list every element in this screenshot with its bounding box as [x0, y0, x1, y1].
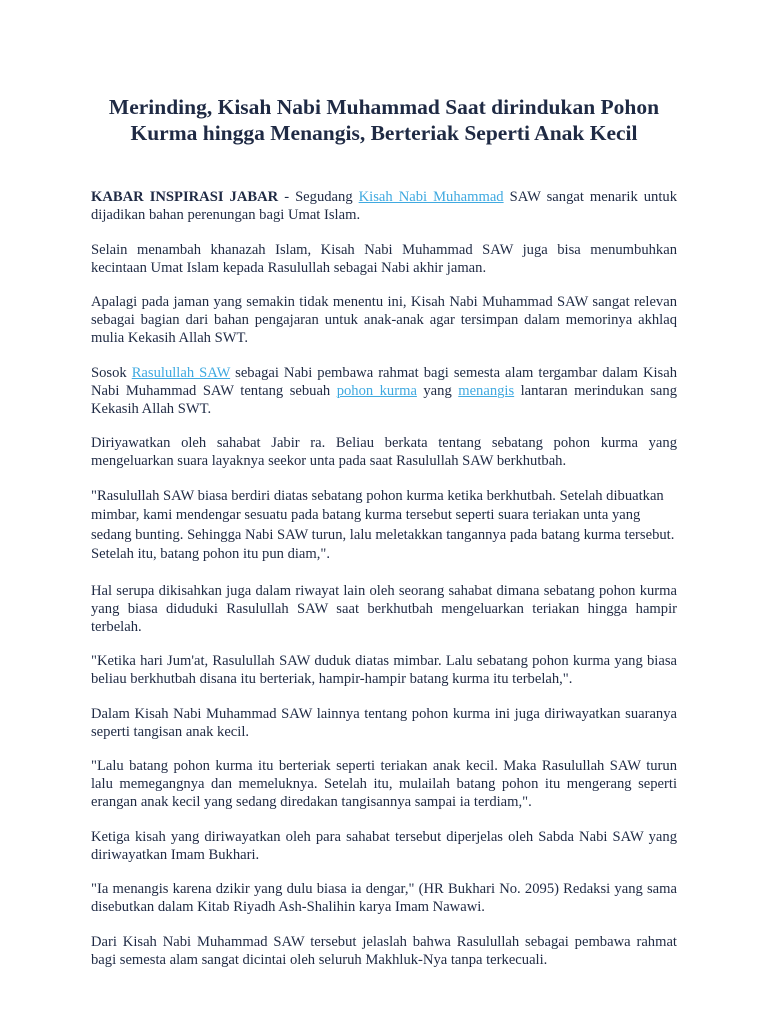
paragraph-10-quote: "Lalu batang pohon kurma itu berteriak seperti teriakan anak kecil. Maka Rasulullah SAW turun lalu memegangnya dan memeluknya. Setelah itu, mulailah batang pohon itu mengerang seperti erangan anak kecil yang sedang diredakan tangisannya sampai ia terdiam,". [91, 758, 677, 810]
article-body [91, 188, 677, 969]
source-label: KABAR INSPIRASI JABAR [91, 189, 279, 205]
paragraph-13: Dari Kisah Nabi Muhammad SAW tersebut jelaslah bahwa Rasulullah sebagai pembawa rahmat bagi semesta alam sangat dicintai oleh seluruh Makhluk-Nya tanpa terkecuali. [91, 933, 677, 968]
link-menangis[interactable]: menangis [458, 382, 515, 399]
link-kisah-nabi-muhammad[interactable]: Kisah Nabi Muhammad [358, 189, 504, 205]
document-page [91, 94, 677, 985]
link-rasulullah-saw[interactable]: Rasulullah SAW [131, 364, 231, 381]
paragraph-4 [91, 364, 677, 418]
paragraph-11: Ketiga kisah yang diriwayatkan oleh para sahabat tersebut diperjelas oleh Sabda Nabi SAW yang diriwayatkan Imam Bukhari. [91, 828, 677, 863]
paragraph-9: Dalam Kisah Nabi Muhammad SAW lainnya tentang pohon kurma ini juga diriwayatkan suaranya seperti tangisan anak kecil. [91, 705, 677, 740]
paragraph-1 [91, 188, 677, 224]
paragraph-5: Diriyawatkan oleh sahabat Jabir ra. Beliau berkata tentang sebatang pohon kurma yang mengeluarkan suara layaknya seekor unta pada saat Rasulullah SAW berkhutbah. [91, 435, 677, 469]
paragraph-8-quote: "Ketika hari Jum'at, Rasulullah SAW duduk diatas mimbar. Lalu sebatang pohon kurma yang biasa beliau berkhutbah disana itu berteriak, hampir-hampir batang kurma itu terbelah,". [91, 653, 677, 687]
paragraph-12-quote: "Ia menangis karena dzikir yang dulu biasa ia dengar," (HR Bukhari No. 2095) Redaksi yang sama disebutkan dalam Kitab Riyadh Ash-Shalihin karya Imam Nawawi. [91, 881, 677, 915]
paragraph-1-sep: - Segudang [278, 189, 359, 205]
paragraph-7: Hal serupa dikisahkan juga dalam riwayat lain oleh seorang sahabat dimana sebatang pohon kurma yang biasa diduduki Rasulullah SAW saat berkhutbah mengeluarkan teriakan hingga hampir terbelah. [91, 582, 677, 635]
paragraph-4-post: lantaran merindukan sang Kekasih Allah SWT. [91, 382, 677, 417]
paragraph-4-pre: Sosok [91, 364, 132, 381]
paragraph-4-mid1: sebagai Nabi pembawa rahmat bagi semesta alam tergambar dalam Kisah Nabi Muhammad SAW tentang sebuah [91, 364, 678, 399]
paragraph-4-mid2: yang [416, 382, 459, 399]
link-pohon-kurma[interactable]: pohon kurma [336, 382, 417, 399]
paragraph-6-quote: "Rasulullah SAW biasa berdiri diatas sebatang pohon kurma ketika berkhutbah. Setelah dibuatkan mimbar, kami mendengar sesuatu pada batang kurma tersebut seperti suara teriakan unta yang sedang bunting. Sehingga Nabi SAW turun, lalu meletakkan tangannya pada batang kurma tersebut. Setelah itu, batang pohon itu pun diam,". [91, 487, 675, 562]
paragraph-1-rest: SAW sangat menarik untuk dijadikan bahan perenungan bagi Umat Islam. [91, 189, 677, 223]
article-title: Merinding, Kisah Nabi Muhammad Saat dirindukan Pohon Kurma hingga Menangis, Berteriak Seperti Anak Kecil [108, 95, 660, 145]
paragraph-2: Selain menambah khanazah Islam, Kisah Nabi Muhammad SAW juga bisa menumbuhkan kecintaan Umat Islam kepada Rasulullah sebagai Nabi akhir jaman. [91, 241, 677, 276]
paragraph-3: Apalagi pada jaman yang semakin tidak menentu ini, Kisah Nabi Muhammad SAW sangat relevan sebagai bagian dari bahan pengajaran untuk anak-anak agar tersimpan dalam memorinya akhlaq mulia Kekasih Allah SWT. [91, 294, 677, 346]
